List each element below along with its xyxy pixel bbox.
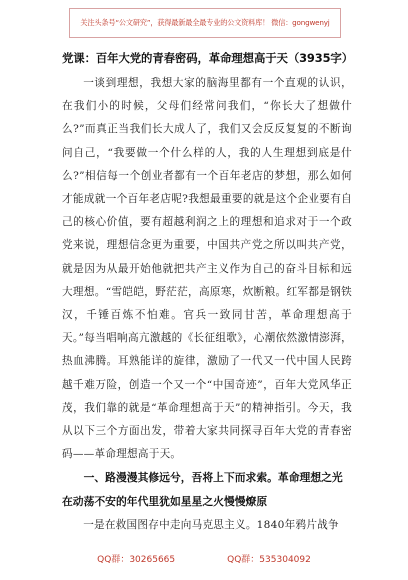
qq-group-1: QQ群：30265665: [97, 555, 176, 565]
page-footer: [0, 552, 408, 568]
qq-group-2: QQ群：535304092: [227, 555, 311, 565]
body-paragraph: 一是在救国图存中走向马克思主义。1840年鸦片战争: [83, 519, 339, 532]
intro-paragraph: 一谈到理想，我想大家的脑海里都有一个直观的认识，在我们小的时候，父母们经常问我们，“你长大了想做什么?”而真正当我们长大成人了，我们又会反反复复的不断询问自己，“我要做一个什么样的人，我的人生理想到底是什么?”相信每一个创业者都有一个百年老店的梦想，那么如何才能成就一个百年老店呢?我想最重要的就是这个企业要有自己的核心价值，要有超越利润之上的理想和追求对于一个政党来说，理想信念更为重要，中国共产党之所以叫共产党，就是因为从最开始他就把共产主义作为自己的奋斗目标和远大理想。“雪皑皑，野茫茫，高原寒，炊断粮。红军都是钢铁汉，千锤百炼不怕难。官兵一致同甘苦，革命理想高于天。”每当唱响高亢激越的《长征组歌》，心潮依然激情澎湃，热血沸腾。耳熟能详的旋律，激励了一代又一代中国人民跨越千难万险，创造一个又一个“中国奇迹”，百年大党风华正茂，我们靠的就是“革命理想高于天”的精神指引。今天，我从以下三个方面出发，带着大家共同探寻百年大党的青春密码——革命理想高于天。: [62, 77, 352, 461]
document-body: [62, 50, 352, 538]
promo-banner: 关注头条号“公文研究”，获得最新最全最专业的公文资料库！ 微信：gongwenyj: [69, 8, 341, 38]
section-heading: 一、路漫漫其修远兮，吾将上下而求索。革命理想之光在动荡不安的年代里犹如星星之火慢慢燎原: [62, 471, 343, 509]
document-title: 党课：百年大党的青春密码，革命理想高于天（3935字）: [62, 51, 353, 65]
